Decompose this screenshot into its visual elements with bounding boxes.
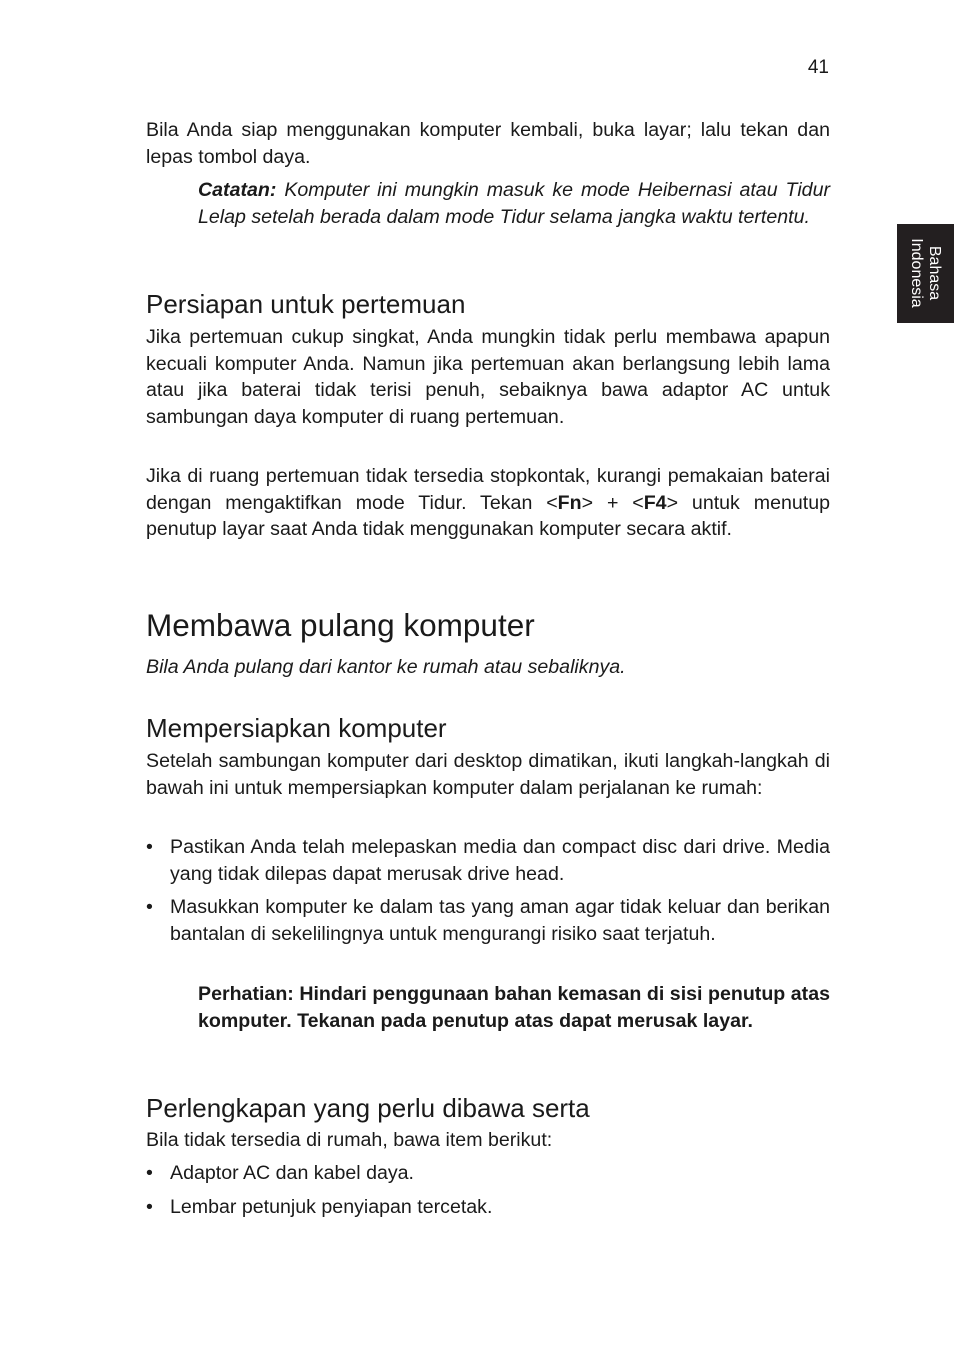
bullet-icon: •: [146, 1195, 153, 1218]
take-home-title: Membawa pulang komputer: [146, 607, 535, 643]
list-item-text: Masukkan komputer ke dalam tas yang aman agar tidak keluar dan berikan bantalan di sekelilingnya untuk mengurangi risiko saat terjatuh.: [170, 896, 830, 945]
page-number: 41: [807, 57, 829, 78]
intro-note: [198, 177, 830, 230]
list-item: [146, 1194, 830, 1221]
meeting-paragraph-2-part-b: > + <: [581, 491, 644, 514]
meeting-paragraph-2-part-a: Jika di ruang pertemuan tidak tersedia stopkontak, kurangi pemakaian baterai dengan mengaktifkan mode Tidur. Tekan <: [146, 465, 830, 514]
list-item-text: Lembar petunjuk penyiapan tercetak.: [170, 1195, 493, 1218]
language-side-tab-label: [907, 238, 943, 307]
intro-note-text: Komputer ini mungkin masuk ke mode Heibernasi atau Tidur Lelap setelah berada dalam mode Tidur selama jangka waktu tertentu.: [198, 179, 830, 228]
list-item-text: Pastikan Anda telah melepaskan media dan compact disc dari drive. Media yang tidak dilepas dapat merusak drive head.: [170, 836, 830, 885]
intro-paragraph: Bila Anda siap menggunakan komputer kembali, buka layar; lalu tekan dan lepas tombol daya.: [146, 119, 830, 168]
intro-note-label: Catatan:: [198, 179, 277, 201]
list-item: [146, 894, 830, 947]
fn-key-label: Fn: [557, 491, 582, 514]
prepare-steps-list: [146, 834, 830, 947]
take-home-subtitle: Bila Anda pulang dari kantor ke rumah atau sebaliknya.: [146, 656, 626, 678]
list-item: [146, 1160, 830, 1187]
equipment-list: [146, 1160, 830, 1220]
meeting-heading: Persiapan untuk pertemuan: [146, 289, 466, 319]
prepare-heading: Mempersiapkan komputer: [146, 713, 447, 743]
equipment-heading: Perlengkapan yang perlu dibawa serta: [146, 1093, 590, 1123]
list-item-text: Adaptor AC dan kabel daya.: [170, 1162, 415, 1184]
bullet-icon: •: [146, 1162, 153, 1184]
meeting-paragraph-2: [146, 463, 830, 543]
f4-key-label: F4: [643, 491, 667, 514]
prepare-intro: Setelah sambungan komputer dari desktop dimatikan, ikuti langkah-langkah di bawah ini untuk mempersiapkan komputer dalam perjalanan ke rumah:: [146, 750, 830, 799]
meeting-paragraph-2-part-c: > untuk menutup penutup layar saat Anda tidak menggunakan komputer secara aktif.: [146, 491, 830, 541]
equipment-intro: Bila tidak tersedia di rumah, bawa item berikut:: [146, 1129, 553, 1151]
list-item: [146, 834, 830, 887]
language-side-tab-line2: Indonesia: [908, 238, 925, 308]
bullet-icon: •: [146, 896, 153, 919]
bullet-icon: •: [146, 836, 153, 858]
language-side-tab-line1: Bahasa: [926, 245, 943, 301]
prepare-warning: Perhatian: Hindari penggunaan bahan kemasan di sisi penutup atas komputer. Tekanan pada penutup atas dapat merusak layar.: [198, 983, 830, 1032]
meeting-paragraph-1: Jika pertemuan cukup singkat, Anda mungkin tidak perlu membawa apapun kecuali komputer Anda. Namun jika pertemuan akan berlangsung lebih lama atau jika baterai tidak terisi penuh, sebaiknya bawa adaptor AC untuk sambungan daya komputer di ruang pertemuan.: [146, 326, 830, 428]
language-side-tab: [897, 224, 954, 323]
